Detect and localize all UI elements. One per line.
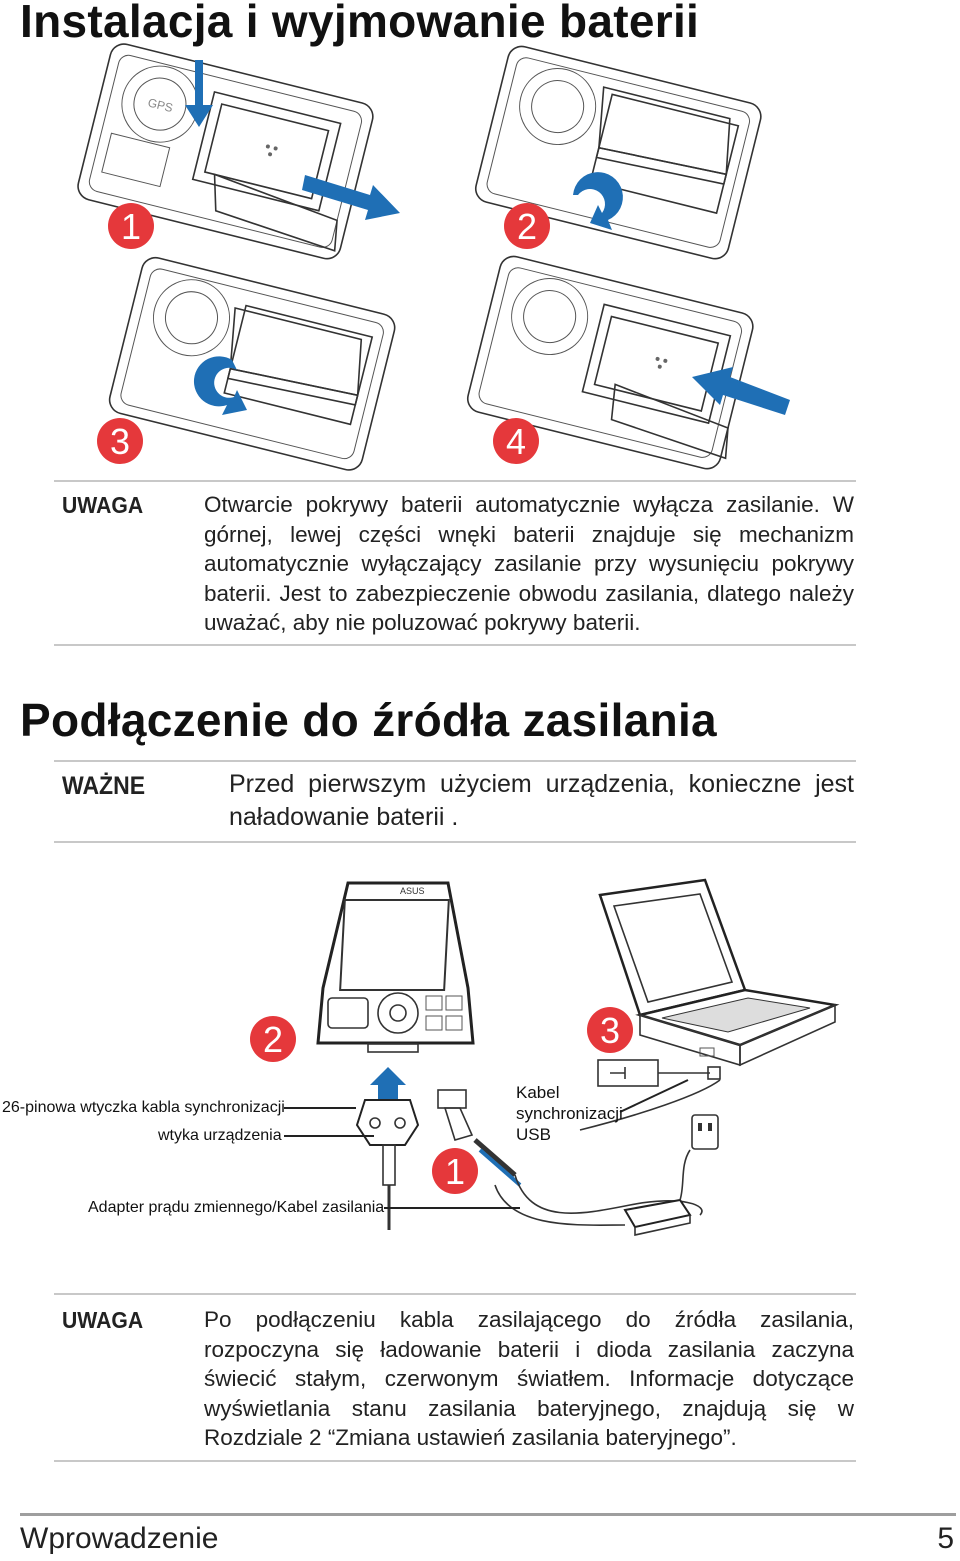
svg-text:3: 3: [109, 421, 131, 462]
important-text: Przed pierwszym użyciem urządzenia, konieczne jest naładowanie baterii .: [229, 770, 854, 831]
label-device-plug: wtyka urządzenia: [158, 1127, 282, 1144]
connect-up-arrow-icon: [370, 1067, 406, 1101]
svg-text:4: 4: [505, 421, 527, 462]
svg-text:3: 3: [599, 1010, 621, 1051]
note-text: Otwarcie pokrywy baterii automatycznie wyłącza zasilanie. W górnej, lewej części wnęki baterii znajduje się mechanizm automatycznie wyłączający zasilanie przy wysunięciu pokrywy baterii. Jest to zabezpieczenie obwodu zasilania, dlatego należy uważać, aby nie poluzować pokrywy baterii.: [204, 492, 854, 635]
asus-logo: ASUS: [400, 886, 425, 896]
rotate-arrow-icon: [573, 172, 623, 230]
svg-text:1: 1: [444, 1151, 466, 1192]
gps-label: GPS: [146, 95, 175, 116]
note2-bottom-rule: [54, 1460, 856, 1462]
footer-section-title: Wprowadzenie: [20, 1522, 219, 1555]
rotate-back-arrow-icon: [194, 356, 247, 415]
svg-text:2: 2: [516, 206, 538, 247]
note2-text: Po podłączeniu kabla zasilającego do źródła zasilania, rozpoczyna się ładowanie baterii i dioda zasilania zaczyna świecić stałym, czerwonym światłem. Informacje dotyczące wyświetlania stanu zasilania bateryjnego, znajdują się w Rozdziale 2 “Zmiana ustawień zasilania bateryjnego”.: [204, 1307, 854, 1450]
label-usb-line2: synchronizacji: [516, 1104, 623, 1123]
step-badge-3: [96, 417, 144, 465]
step-badge-1: [107, 202, 155, 250]
battery-step-3-illustration: [109, 265, 402, 465]
footer-rule: [20, 1513, 956, 1516]
important-bottom-rule: [54, 841, 856, 843]
label-adapter: Adapter prądu zmiennego/Kabel zasilania: [88, 1199, 385, 1216]
step-badge-diagram-3: [586, 1006, 634, 1054]
section-title-battery: Instalacja i wyjmowanie baterii: [20, 0, 700, 47]
note-bottom-rule: [54, 644, 856, 646]
svg-text:2: 2: [262, 1019, 284, 1060]
step-badge-2: [503, 202, 551, 250]
note-label: UWAGA: [62, 492, 144, 518]
important-top-rule: [54, 760, 856, 762]
note2-top-rule: [54, 1293, 856, 1295]
note-top-rule: [54, 480, 856, 482]
note2-label: UWAGA: [62, 1307, 144, 1333]
label-usb-line1: Kabel: [516, 1083, 560, 1102]
section-title-power: Podłączenie do źródła zasilania: [20, 694, 717, 746]
svg-text:1: 1: [120, 206, 142, 247]
label-usb-line3: USB: [516, 1125, 551, 1144]
important-label: WAŻNE: [62, 772, 146, 800]
label-sync-plug: 26-pinowa wtyczka kabla synchronizacji: [2, 1099, 285, 1116]
pda-device-illustration: [308, 878, 483, 1058]
footer-page-number: 5: [937, 1522, 954, 1555]
step-badge-4: [492, 417, 540, 465]
